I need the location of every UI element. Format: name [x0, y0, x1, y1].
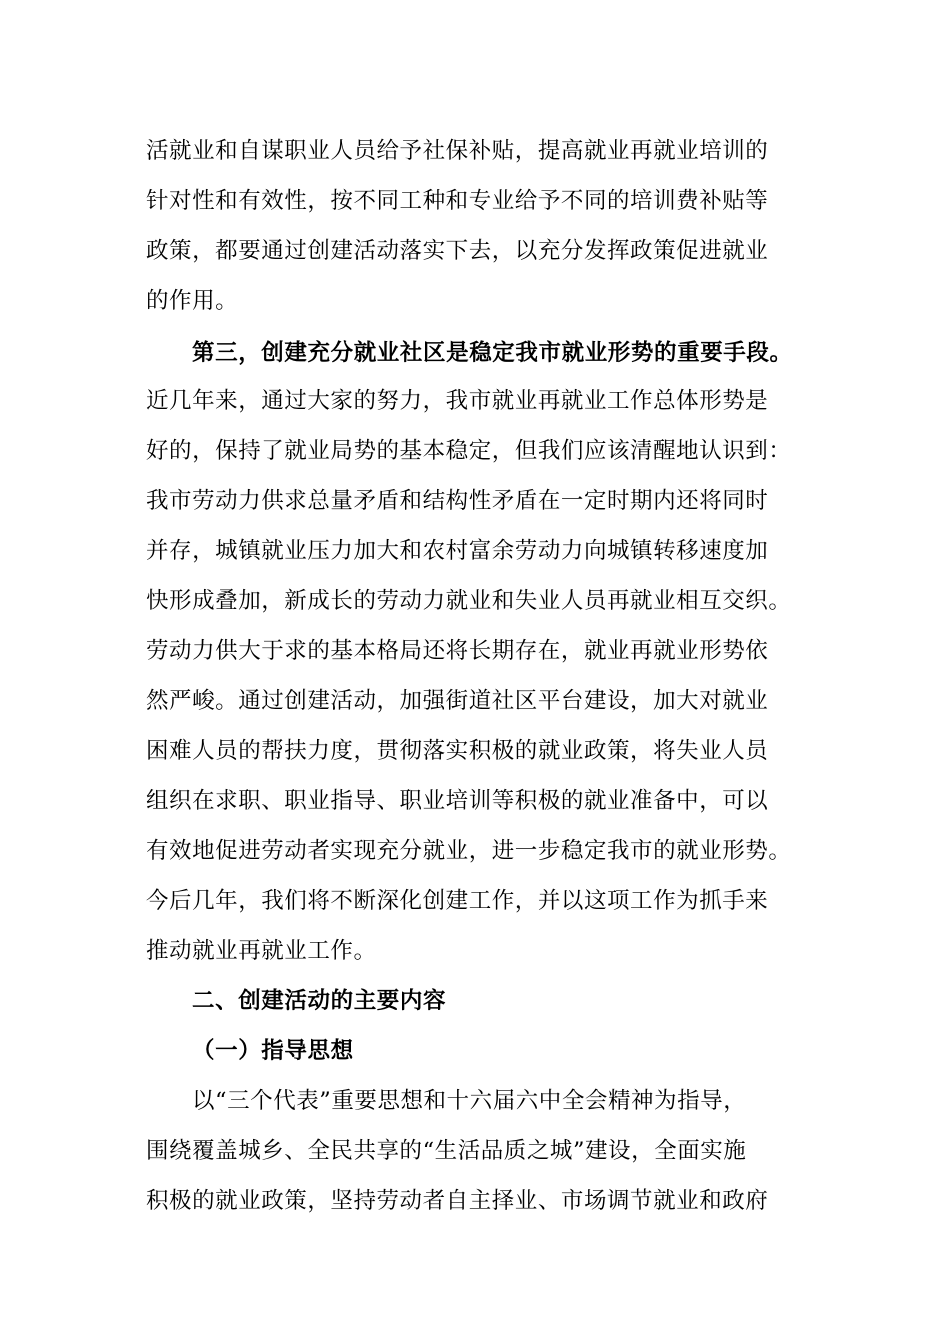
body-text-line: 围绕覆盖城乡、全民共享的“生活品质之城”建设，全面实施 — [146, 1138, 747, 1164]
body-text-line: 劳动力供大于求的基本格局还将长期存在，就业再就业形势依 — [146, 638, 769, 664]
subsection-heading: （一）指导思想 — [192, 1038, 354, 1064]
body-text-line: 我市劳动力供求总量矛盾和结构性矛盾在一定时期内还将同时 — [146, 488, 769, 514]
body-text-line: 有效地促进劳动者实现充分就业，进一步稳定我市的就业形势。 — [146, 838, 792, 864]
body-text-line: 政策，都要通过创建活动落实下去，以充分发挥政策促进就业 — [146, 238, 769, 264]
bold-lead-sentence: 第三，创建充分就业社区是稳定我市就业形势的重要手段。 — [192, 340, 793, 366]
body-text-line: 快形成叠加，新成长的劳动力就业和失业人员再就业相互交织。 — [146, 588, 792, 614]
body-text-line: 好的，保持了就业局势的基本稳定，但我们应该清醒地认识到： — [146, 438, 792, 464]
body-text-line: 的作用。 — [146, 288, 239, 314]
body-text-line: 推动就业再就业工作。 — [146, 938, 377, 964]
body-text-line: 积极的就业政策，坚持劳动者自主择业、市场调节就业和政府 — [146, 1188, 769, 1214]
body-text-line: 然严峻。通过创建活动，加强街道社区平台建设，加大对就业 — [146, 688, 769, 714]
body-text-line: 近几年来，通过大家的努力，我市就业再就业工作总体形势是 — [146, 388, 769, 414]
section-heading: 二、创建活动的主要内容 — [192, 988, 447, 1014]
body-text-line: 以“三个代表”重要思想和十六届六中全会精神为指导， — [192, 1088, 747, 1114]
body-text-line: 活就业和自谋职业人员给予社保补贴，提高就业再就业培训的 — [146, 138, 769, 164]
body-text-line: 困难人员的帮扶力度，贯彻落实积极的就业政策，将失业人员 — [146, 738, 769, 764]
body-text-line: 今后几年，我们将不断深化创建工作，并以这项工作为抓手来 — [146, 888, 769, 914]
body-text-line: 针对性和有效性，按不同工种和专业给予不同的培训费补贴等 — [146, 188, 769, 214]
body-text-line: 组织在求职、职业指导、职业培训等积极的就业准备中，可以 — [146, 788, 769, 814]
body-text-line: 并存，城镇就业压力加大和农村富余劳动力向城镇转移速度加 — [146, 538, 769, 564]
